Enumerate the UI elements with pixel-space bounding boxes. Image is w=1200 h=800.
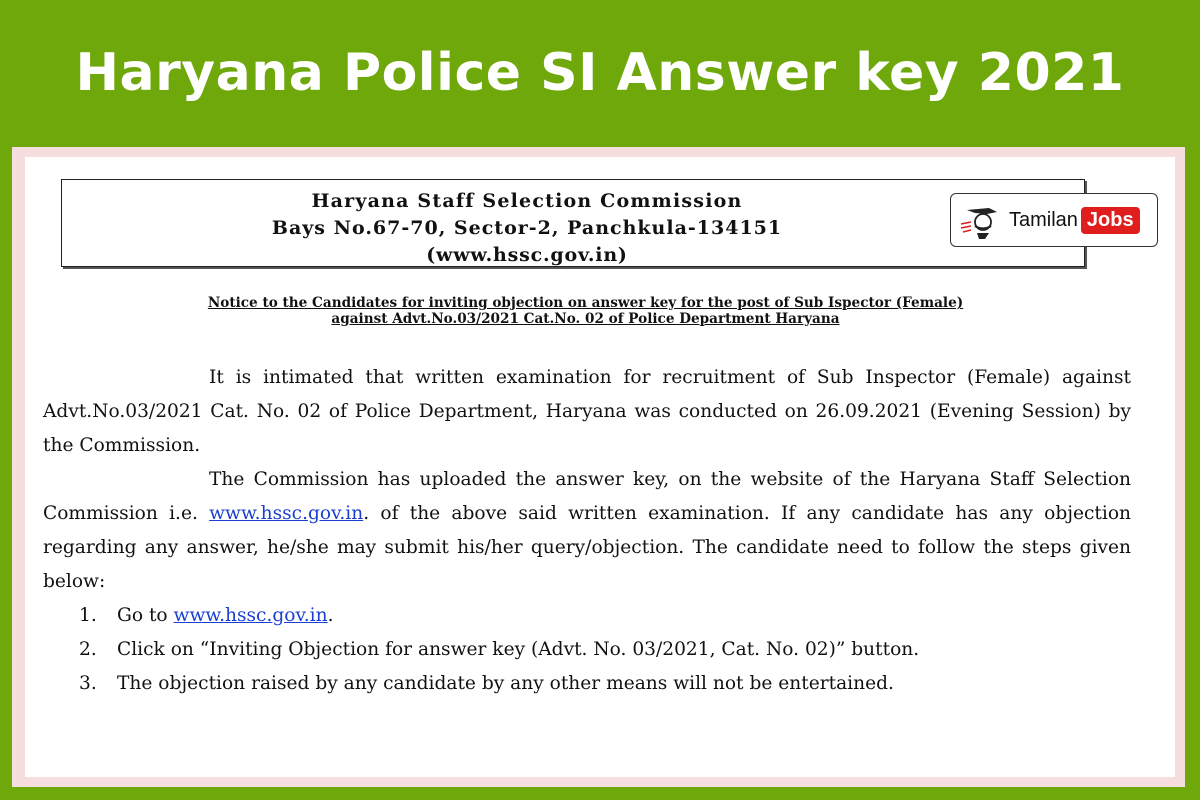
step-number: 2. [79, 639, 97, 660]
step-website-link[interactable]: www.hssc.gov.in [173, 605, 328, 626]
step-number: 1. [79, 605, 97, 626]
paragraph-answer-key-text: The Commission has uploaded the answer key, on the website of the Haryana Staff Selection Commission i.e. [43, 469, 1131, 524]
step-text: Click on “Inviting Objection for answer key (Advt. No. 03/2021, Cat. No. 02)” button. [117, 639, 920, 660]
paragraph-answer-key-text-cont: . of the above said written examination. If any candidate has any objection regarding any answer, he/she may submit his/her query/objection. The candidate need to follow the steps given below: [43, 503, 1131, 592]
hssc-website-link[interactable]: www.hssc.gov.in [209, 503, 364, 524]
list-item [43, 633, 1131, 667]
bharathiyar-portrait-icon [957, 200, 1007, 240]
notice-title [43, 295, 1128, 327]
paragraph-intimation: It is intimated that written examination for recruitment of Sub Inspector (Female) against Advt.No.03/2021 Cat. No. 02 of Police Department, Haryana was conducted on 26.09.2021 (Evening Session) by the Commission. [43, 367, 1131, 456]
org-website: (www.hssc.gov.in) [426, 244, 628, 266]
paragraph-answer-key [43, 463, 1131, 599]
step-number: 3. [79, 673, 97, 694]
logo-text-tamilan: Tamilan [1009, 208, 1078, 231]
letterhead-box [61, 179, 1085, 267]
step-text: The objection raised by any candidate by any other means will not be entertained. [117, 673, 894, 694]
list-item [43, 667, 1131, 701]
banner-title: Haryana Police SI Answer key 2021 [75, 43, 1125, 103]
notice-document [25, 157, 1175, 777]
step-text-end: . [327, 605, 334, 626]
logo-text-jobs: Jobs [1081, 207, 1140, 234]
tamilan-jobs-logo [950, 193, 1158, 247]
steps-list [43, 599, 1131, 701]
list-item [43, 599, 1131, 633]
notice-title-line-1: Notice to the Candidates for inviting objection on answer key for the post of Sub Ispector (Female) [207, 295, 964, 311]
org-name: Haryana Staff Selection Commission [311, 190, 743, 212]
notice-title-line-2: against Advt.No.03/2021 Cat.No. 02 of Police Department Haryana [331, 311, 840, 327]
org-address: Bays No.67-70, Sector-2, Panchkula-134151 [271, 217, 783, 239]
step-text: Go to [117, 605, 174, 626]
